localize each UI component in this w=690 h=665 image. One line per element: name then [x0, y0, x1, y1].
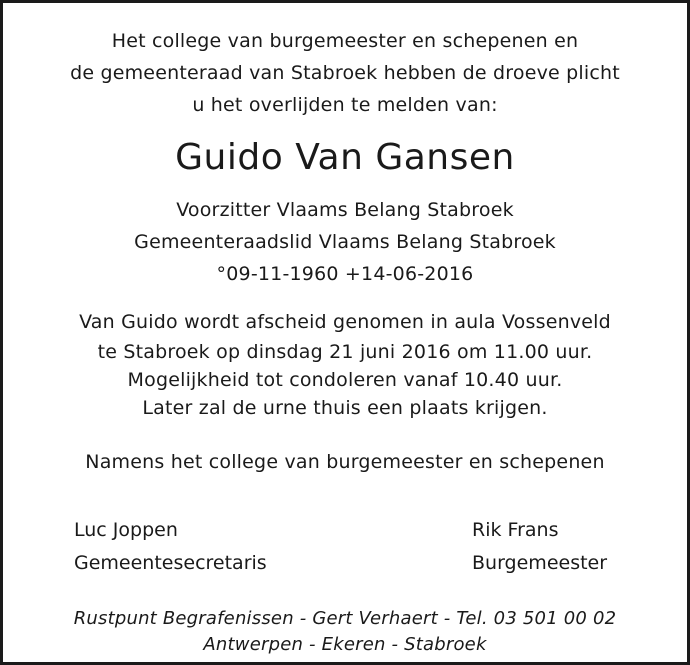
role-line-2: Gemeenteraadslid Vlaams Belang Stabroek	[134, 231, 556, 253]
life-dates: °09-11-1960 +14-06-2016	[216, 263, 474, 285]
closing-line: Namens het college van burgemeester en schepenen	[85, 451, 605, 473]
ceremony-line-1: Van Guido wordt afscheid genomen in aula Vossenveld	[79, 311, 611, 333]
funeral-home-line-1: Rustpunt Begrafenissen - Gert Verhaert - Tel. 03 501 00 02	[73, 608, 617, 629]
funeral-home-line-2: Antwerpen - Ekeren - Stabroek	[203, 634, 487, 655]
deceased-name: Guido Van Gansen	[175, 137, 515, 178]
ceremony-line-3: Mogelijkheid tot condoleren vanaf 10.40 uur.	[127, 369, 563, 391]
role-line-1: Voorzitter Vlaams Belang Stabroek	[176, 199, 514, 221]
ceremony-line-4: Later zal de urne thuis een plaats krijgen.	[142, 397, 548, 419]
ceremony-line-2: te Stabroek op dinsdag 21 juni 2016 om 11.00 uur.	[97, 341, 593, 363]
signatory-name-left: Luc Joppen	[74, 519, 178, 541]
intro-line-2: de gemeenteraad van Stabroek hebben de droeve plicht	[70, 62, 620, 84]
signatory-title-left: Gemeentesecretaris	[74, 552, 267, 574]
signatory-title-right: Burgemeester	[472, 552, 608, 574]
signatory-name-right: Rik Frans	[472, 519, 559, 541]
intro-line-3: u het overlijden te melden van:	[192, 94, 498, 116]
intro-line-1: Het college van burgemeester en schepenen en	[111, 30, 579, 52]
